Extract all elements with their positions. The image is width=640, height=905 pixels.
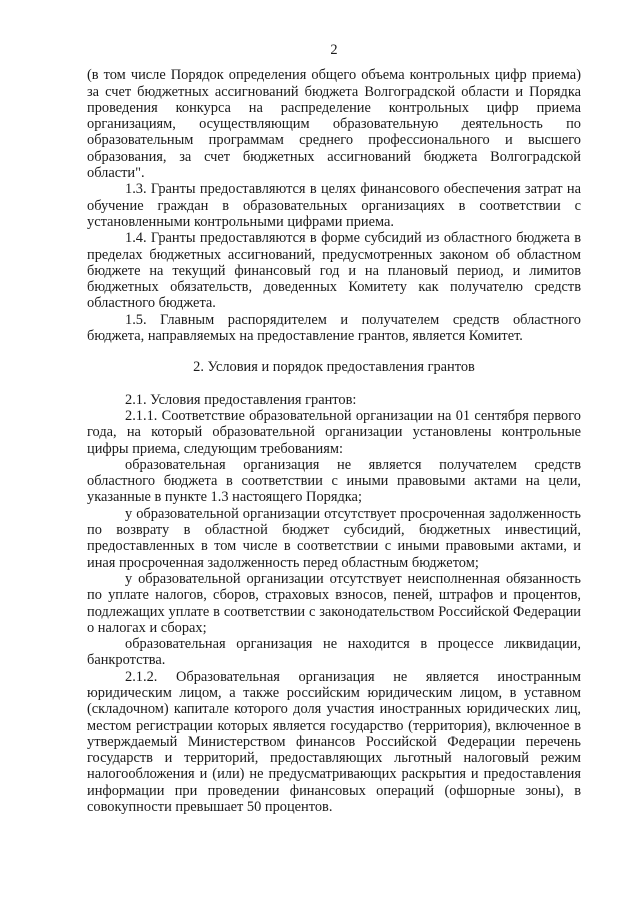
paragraph-1-5: 1.5. Главным распорядителем и получателем средств областного бюджета, направляемых на предоставление грантов, является Комитет. [87, 311, 581, 345]
paragraph-2-1-1: 2.1.1. Соответствие образовательной организации на 01 сентября первого года, на который образовательной организации установлены контрольные цифры приема, следующим требованиям: [87, 407, 581, 457]
requirement-not-liquidated: образовательная организация не находится в процессе ликвидации, банкротства. [87, 636, 581, 669]
paragraph-2-1-2: 2.1.2. Образовательная организация не является иностранным юридическим лицом, а также российским юридическим лицом, в уставном (складочном) капитале которого доля участия иностранных юридических лиц, местом регистрации которых является государство (территория), включенное в утверждаемый Министерством финансов Российской Федерации перечень государств и территорий, предоставляющих льготный налоговый режим налогообложения и (или) не предусматривающих раскрытия и предоставления информации при проведении финансовых операций (офшорные зоны), в совокупности превышает 50 процентов. [87, 668, 581, 816]
paragraph-2-1: 2.1. Условия предоставления грантов: [125, 391, 357, 408]
paragraph-1-4: 1.4. Гранты предоставляются в форме субсидий из областного бюджета в пределах бюджетных ассигнований, предусмотренных законом об областном бюджете на текущий финансовый год и на плановый период, и лимитов бюджетных обязательств, доведенных Комитету как получателю средств областного бюджета. [87, 230, 581, 312]
paragraph-1-3: 1.3. Гранты предоставляются в целях финансового обеспечения затрат на обучение граждан в образовательных организациях в соответствии с установленными контрольными цифрами приема. [87, 181, 581, 230]
paragraph-continuation: (в том числе Порядок определения общего объема контрольных цифр приема) за счет бюджетных ассигнований бюджета Волгоградской области и Порядка проведения конкурса на распределение контрольных цифр приема организациям, осуществляющим образовательную деятельность по образовательным программам среднего профессионального и высшего образования, за счет бюджетных ассигнований бюджета Волгоградской области". [87, 67, 581, 182]
page-number: 2 [330, 42, 338, 58]
requirement-no-tax-arrears: у образовательной организации отсутствует неисполненная обязанность по уплате налогов, сборов, страховых взносов, пеней, штрафов и процентов, подлежащих уплате в соответствии с законодательством Российской Федерации о налогах и сборах; [87, 570, 581, 636]
section-heading: 2. Условия и порядок предоставления грантов [193, 359, 475, 376]
requirement-not-recipient: образовательная организация не является получателем средств областного бюджета в соответствии с иными правовыми актами на цели, указанные в пункте 1.3 настоящего Порядка; [87, 456, 581, 506]
requirement-no-overdue-debt: у образовательной организации отсутствует просроченная задолженность по возврату в областной бюджет субсидий, бюджетных инвестиций, предоставленных в том числе в соответствии с иными правовыми актами, и иная просроченная задолженность перед областным бюджетом; [87, 505, 581, 571]
